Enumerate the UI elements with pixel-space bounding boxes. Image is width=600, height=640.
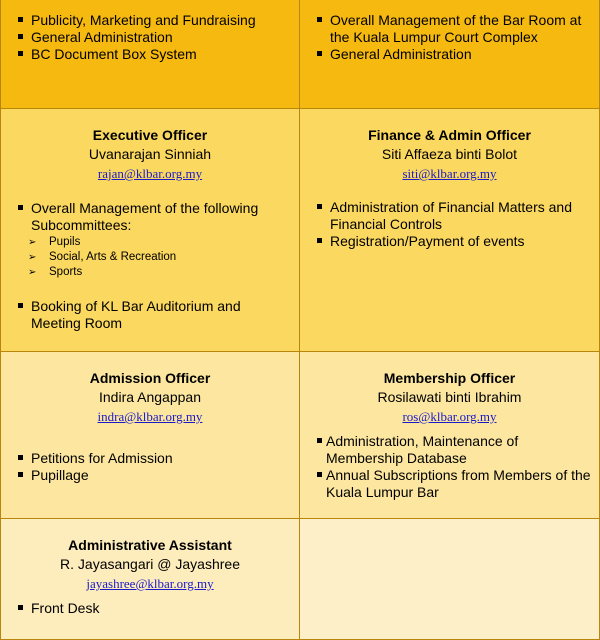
officer-title: Finance & Admin Officer — [368, 127, 531, 143]
list-item: Overall Management of the Bar Room at the Kuala Lumpur Court Complex — [300, 12, 599, 46]
list-item: Administration of Financial Matters and Financial Controls — [300, 199, 599, 233]
list-item: Front Desk — [1, 600, 299, 617]
square-bullet-icon — [317, 472, 322, 477]
list-item: Administration, Maintenance of Membership Database — [300, 433, 599, 467]
square-bullet-icon — [18, 17, 23, 22]
square-bullet-icon — [18, 455, 23, 460]
subcommittee-list — [28, 235, 291, 280]
duty-list — [1, 600, 299, 617]
officer-email-link[interactable]: jayashree@klbar.org.my — [86, 576, 214, 591]
officer-title: Executive Officer — [92, 127, 208, 143]
list-item: Registration/Payment of events — [300, 233, 599, 250]
admin-assistant-cell — [0, 519, 300, 639]
officer-email-link[interactable]: indra@klbar.org.my — [97, 409, 203, 424]
duty-list — [1, 12, 299, 63]
table-row — [0, 0, 600, 109]
list-item: Pupillage — [1, 467, 299, 484]
list-item: ➢ Social, Arts & Recreation — [28, 251, 177, 263]
officer-title: Administrative Assistant — [68, 537, 232, 553]
list-item: Publicity, Marketing and Fundraising — [1, 12, 299, 29]
officer-header — [300, 126, 599, 183]
officer-header — [1, 536, 299, 593]
square-bullet-icon — [317, 238, 322, 243]
list-item: BC Document Box System — [1, 46, 299, 63]
square-bullet-icon — [317, 204, 322, 209]
list-item: ➢ Sports — [28, 266, 83, 278]
list-item: Petitions for Admission — [1, 450, 299, 467]
arrow-bullet-icon: ➢ — [28, 237, 37, 248]
square-bullet-icon — [317, 51, 322, 56]
officer-header — [1, 369, 299, 426]
duty-list — [1, 200, 299, 332]
admission-officer-cell — [0, 352, 300, 518]
officer-name: R. Jayasangari @ Jayashree — [60, 556, 240, 572]
duty-list — [300, 433, 599, 501]
square-bullet-icon — [317, 438, 322, 443]
arrow-bullet-icon: ➢ — [28, 267, 37, 278]
officer-name: Uvanarajan Sinniah — [88, 146, 212, 162]
officer-header — [300, 369, 599, 426]
arrow-bullet-icon: ➢ — [28, 252, 37, 263]
officer-email-link[interactable]: rajan@klbar.org.my — [97, 166, 203, 181]
square-bullet-icon — [317, 17, 322, 22]
list-item: General Administration — [300, 46, 599, 63]
empty-cell — [300, 519, 600, 639]
list-item: Booking of KL Bar Auditorium and Meeting Room — [1, 298, 299, 332]
officer-name: Rosilawati binti Ibrahim — [377, 389, 522, 405]
square-bullet-icon — [18, 205, 23, 210]
officer-name: Indira Angappan — [99, 389, 201, 405]
square-bullet-icon — [18, 303, 23, 308]
table-row — [0, 109, 600, 352]
officer-header — [1, 126, 299, 183]
square-bullet-icon — [18, 51, 23, 56]
cell-top-right — [300, 0, 600, 108]
list-item: General Administration — [1, 29, 299, 46]
list-item: Overall Management of the following Subcommittees: ➢ Pupils ➢ Social, Arts & Recreation ➢ Sports — [1, 200, 299, 280]
membership-officer-cell — [300, 352, 600, 518]
cell-top-left — [0, 0, 300, 108]
square-bullet-icon — [18, 605, 23, 610]
duty-list — [1, 450, 299, 484]
officer-name: Siti Affaeza binti Bolot — [381, 146, 518, 162]
officer-title: Membership Officer — [383, 370, 516, 386]
executive-officer-cell — [0, 109, 300, 351]
list-item: Annual Subscriptions from Members of the Kuala Lumpur Bar — [300, 467, 599, 501]
duty-list — [300, 199, 599, 250]
finance-officer-cell — [300, 109, 600, 351]
duty-list — [300, 12, 599, 63]
officer-email-link[interactable]: siti@klbar.org.my — [402, 166, 497, 181]
list-item: ➢ Pupils — [28, 236, 81, 248]
officer-title: Admission Officer — [89, 370, 211, 386]
square-bullet-icon — [18, 34, 23, 39]
table-row — [0, 519, 600, 640]
officer-email-link[interactable]: ros@klbar.org.my — [402, 409, 497, 424]
table-row — [0, 352, 600, 519]
square-bullet-icon — [18, 472, 23, 477]
